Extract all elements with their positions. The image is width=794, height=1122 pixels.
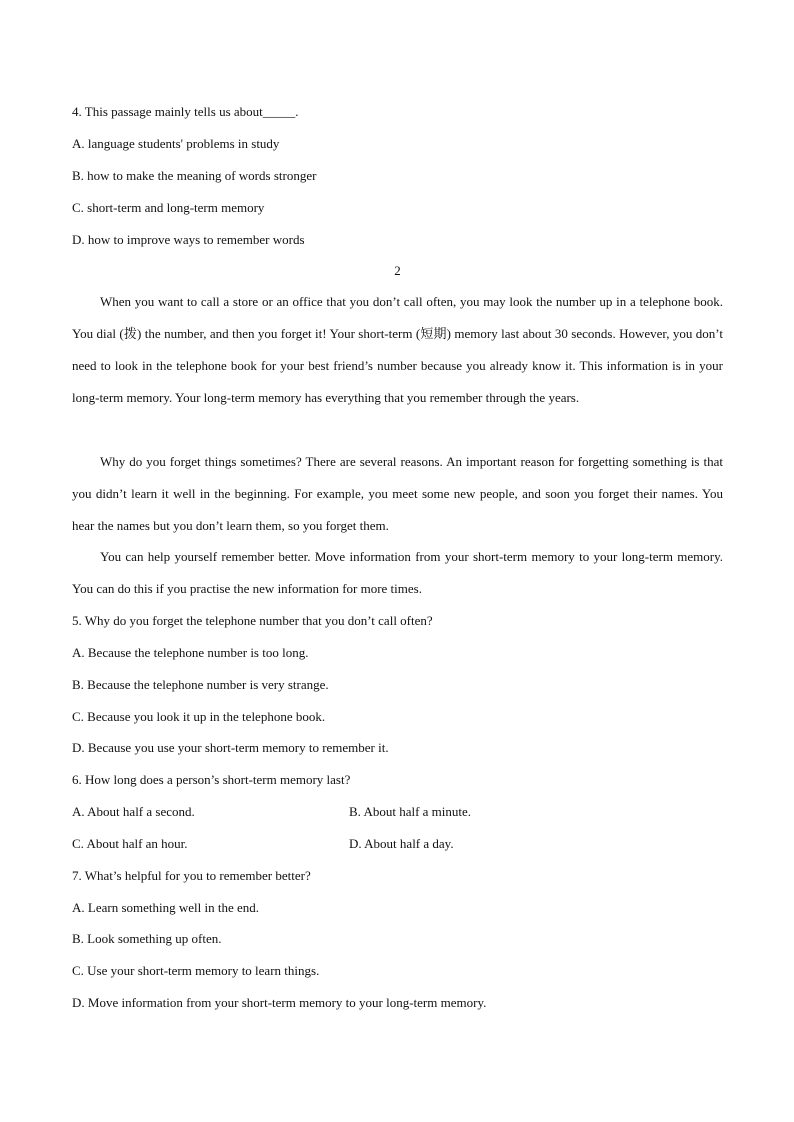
question-7-option-c: C. Use your short-term memory to learn things. (72, 963, 320, 978)
question-4-option-c: C. short-term and long-term memory (72, 200, 265, 215)
question-5-option-d: D. Because you use your short-term memory to remember it. (72, 740, 389, 755)
passage-paragraph-2: Why do you forget things sometimes? There are several reasons. An important reason for forgetting something is that you didn’t learn it well in the beginning. For example, you meet some new people, and soon you forget their names. You hear the names but you don’t learn them, so you forget them. (72, 454, 723, 533)
passage-paragraph-1: When you want to call a store or an office that you don’t call often, you may look the number up in a telephone book. You dial (拨) the number, and then you forget it! Your short-term (短期) memory last about 30 seconds. However, you don’t need to look in the telephone book for your best friend’s number because you already know it. This information is in your long-term memory. Your long-term memory has everything that you remember through the years. (72, 294, 723, 405)
question-5-stem: 5. Why do you forget the telephone number that you don’t call often? (72, 613, 433, 628)
question-6-option-b: B. About half a minute. (349, 804, 472, 819)
question-4-option-a: A. language students' problems in study (72, 136, 280, 151)
question-6-stem: 6. How long does a person’s short-term memory last? (72, 772, 351, 787)
question-4-stem: 4. This passage mainly tells us about_____. (72, 104, 299, 119)
question-7-option-d: D. Move information from your short-term memory to your long-term memory. (72, 995, 487, 1010)
passage-paragraph-3: You can help yourself remember better. Move information from your short-term memory to your long-term memory. You can do this if you practise the new information for more times. (72, 549, 723, 596)
question-7-stem: 7. What’s helpful for you to remember better? (72, 868, 311, 883)
passage-number: 2 (394, 263, 401, 278)
question-5-option-c: C. Because you look it up in the telephone book. (72, 709, 326, 724)
question-5-option-b: B. Because the telephone number is very strange. (72, 677, 329, 692)
question-6-option-c: C. About half an hour. (72, 836, 188, 851)
question-5-option-a: A. Because the telephone number is too long. (72, 645, 309, 660)
question-7-option-a: A. Learn something well in the end. (72, 900, 260, 915)
question-6-option-a: A. About half a second. (72, 804, 195, 819)
question-6-option-d: D. About half a day. (349, 836, 454, 851)
question-7-option-b: B. Look something up often. (72, 931, 222, 946)
question-4-option-b: B. how to make the meaning of words stronger (72, 168, 317, 183)
question-4-option-d: D. how to improve ways to remember words (72, 232, 305, 247)
